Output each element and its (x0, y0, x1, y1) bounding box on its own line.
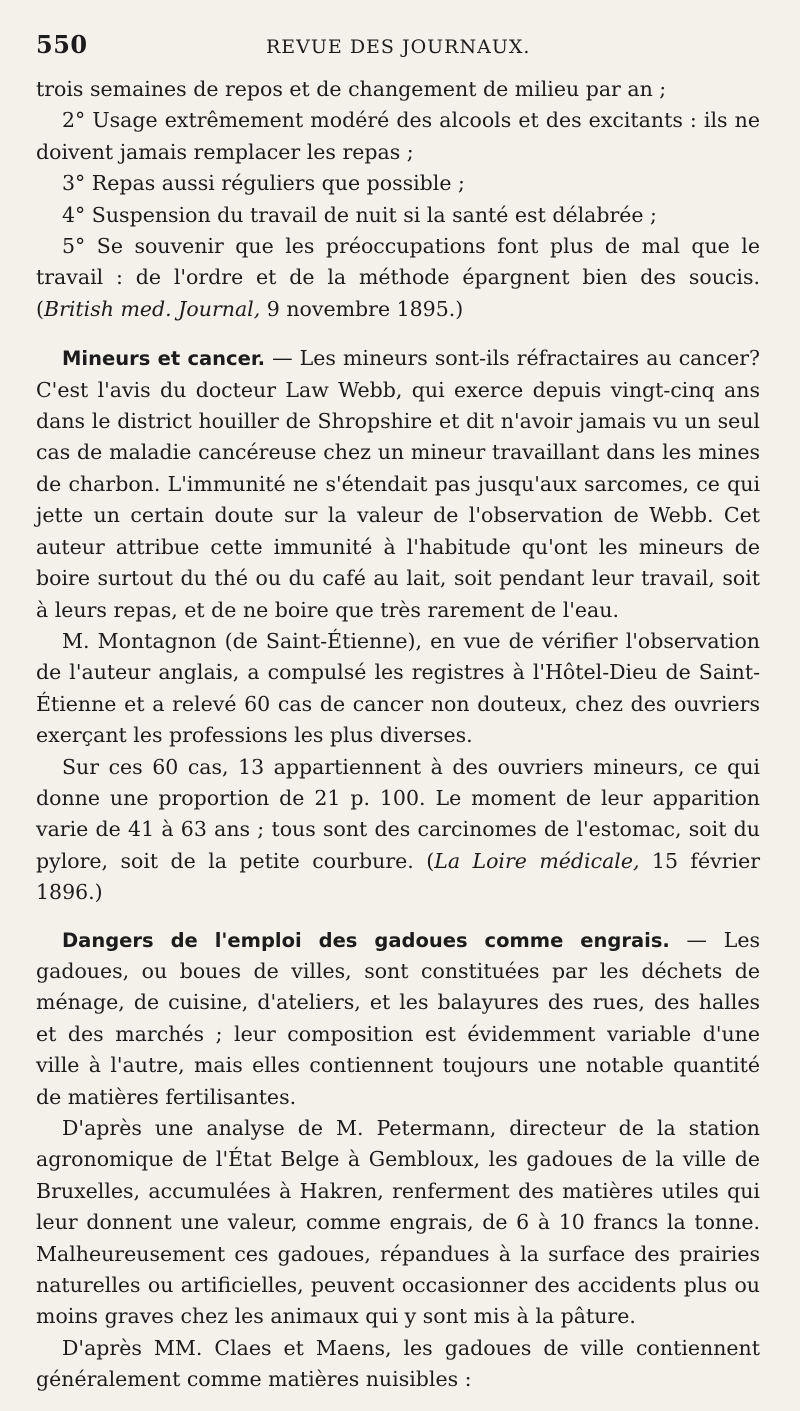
page-number: 550 (36, 30, 88, 59)
list-item-5-text: 5° Se souvenir que les préoccupations font plus de mal que le travail : de l'ordre et de la méthode épargnent bien des soucis. (36, 234, 760, 290)
list-item-4: 4° Suspension du travail de nuit si la santé est délabrée ; (62, 202, 657, 227)
page-header (36, 30, 760, 70)
running-title: REVUE DES JOURNAUX. (266, 36, 531, 58)
source-citation: La Loire médicale, (434, 848, 640, 873)
article-paragraph: M. Montagnon (de Saint-Étienne), en vue de vérifier l'observation de l'auteur anglais, a compulsé les registres à l'Hôtel-Dieu de Saint-Étienne et a relevé 60 cas de cancer non douteux, chez des ouvriers exerçant les professions les plus diverses. (36, 628, 760, 748)
paragraph-continuation: trois semaines de repos et de changement de milieu par an ; (36, 77, 667, 101)
article-title: Mineurs et cancer. (62, 347, 266, 371)
citation-date: 9 novembre 1895.) (260, 296, 464, 321)
article-text: — Les gadoues, ou boues de villes, sont constituées par les déchets de ménage, de cuisine, d'ateliers, et les balayures des rues, des halles et des marchés ; leur composition est évidemment variable d'une ville à l'autre, mais elles contiennent toujours une notable quantité de matières fertilisantes. (36, 927, 760, 1109)
article-text: — Les mineurs sont-ils réfractaires au cancer? C'est l'avis du docteur Law Webb, qui exerce depuis vingt-cinq ans dans le district houiller de Shropshire et dit n'avoir jamais vu un seul cas de maladie cancéreuse chez un mineur travaillant dans les mines de charbon. L'immunité ne s'étendait pas jusqu'aux sarcomes, ce qui jette un certain doute sur la valeur de l'observation de Webb. Cet auteur attribue cette immunité à l'habitude qu'ont les mineurs de boire surtout du thé ou du café au lait, soit pendant leur travail, soit à leurs repas, et de ne boire que très rarement de l'eau. (36, 346, 760, 622)
list-item-2: 2° Usage extrêmement modéré des alcools et des excitants : ils ne doivent jamais remplacer les repas ; (36, 108, 760, 164)
list-item-5 (36, 231, 760, 325)
article-gadoues (36, 925, 760, 1113)
source-citation: British med. Journal, (44, 296, 261, 321)
article-paragraph-last (36, 752, 760, 909)
list-item-3: 3° Repas aussi réguliers que possible ; (62, 171, 465, 196)
citation-date: 15 février 1896.) (36, 848, 760, 905)
article-text: Sur ces 60 cas, 13 appartiennent à des ouvriers mineurs, ce qui donne une proportion de 21 p. 100. Le moment de leur apparition varie de 41 à 63 ans ; tous sont des carcinomes de l'estomac, soit du pylore, soit de la petite courbure. ( (36, 754, 760, 873)
article-mineurs (36, 343, 760, 626)
article-paragraph: D'après une analyse de M. Petermann, directeur de la station agronomique de l'État Belge à Gembloux, les gadoues de la ville de Bruxelles, accumulées à Hakren, renferment des matières utiles qui leur donnent une valeur, comme engrais, de 6 à 10 francs la tonne. Malheureusement ces gadoues, répandues à la surface des prairies naturelles ou artificielles, peuvent occasionner des accidents plus ou moins graves chez les animaux qui y sont mis à la pâture. (36, 1116, 760, 1329)
article-title: Dangers de l'emploi des gadoues comme engrais. (62, 928, 670, 952)
article-paragraph: D'après MM. Claes et Maens, les gadoues de ville contiennent généralement comme matières nuisibles : (36, 1335, 760, 1392)
body-text (36, 74, 760, 1396)
ref-paren: ( (36, 296, 44, 321)
